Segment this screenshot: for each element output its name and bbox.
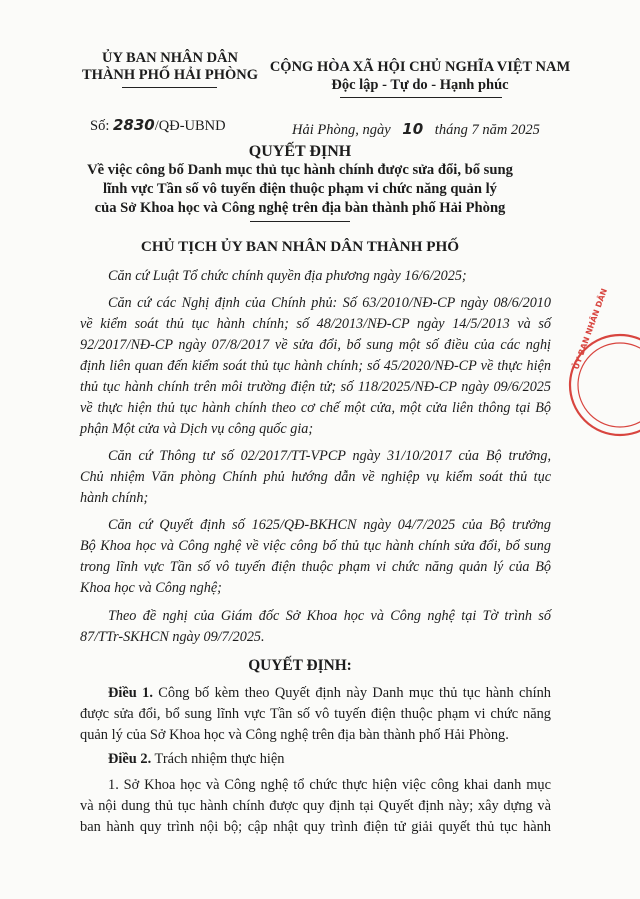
preamble-line: Khoa học và Công nghệ; — [80, 580, 222, 596]
subject-underline — [250, 221, 350, 222]
national-motto: Độc lập - Tự do - Hạnh phúc — [331, 77, 509, 93]
preamble-line: 92/2017/NĐ-CP ngày 07/8/2017 về sửa đổi, bổ sung một số điều của các nghị — [80, 337, 551, 353]
official-seal-stamp — [560, 287, 640, 440]
article-2-item-line: và nội dung thủ tục hành chính được quy định tại Quyết định này; xây dựng và — [80, 798, 551, 814]
preamble-line: Căn cứ Luật Tổ chức chính quyền địa phương ngày 16/6/2025; — [108, 268, 467, 284]
article-1-line: được sửa đổi, bổ sung lĩnh vực Tần số vô tuyến điện thuộc phạm vi chức năng — [80, 706, 551, 722]
issuer-name-line2: THÀNH PHỐ HẢI PHÒNG — [81, 67, 259, 83]
document-type-title: QUYẾT ĐỊNH — [248, 143, 352, 160]
subject-line-3: của Sở Khoa học và Công nghệ trên địa bàn thành phố Hải Phòng — [94, 200, 506, 216]
preamble-line: về kiểm soát thủ tục hành chính; số 48/2013/NĐ-CP ngày 14/5/2013 và số — [80, 316, 551, 332]
preamble-line: Căn cứ Quyết định số 1625/QĐ-BKHCN ngày 04/7/2025 của Bộ trưởng — [108, 517, 551, 533]
preamble-line: về thực hiện thủ tục hành chính theo cơ chế một cửa, một cửa liên thông tại Bộ — [80, 400, 551, 416]
document-number: Số: 2830/QĐ-UBND — [90, 116, 226, 134]
issuer-name-line1: ỦY BAN NHÂN DÂN — [101, 50, 238, 66]
decision-heading: QUYẾT ĐỊNH: — [248, 657, 352, 674]
preamble-line: định liên quan đến kiểm soát thủ tục hành chính; số 45/2020/NĐ-CP về thực hiện — [80, 358, 551, 374]
seal-inner-ring — [578, 343, 640, 427]
motto-underline — [340, 97, 502, 98]
article-1-line: quản lý của Sở Khoa học và Công nghệ trên địa bàn thành phố Hải Phòng. — [80, 727, 509, 743]
article-2-item-line: 1. Sở Khoa học và Công nghệ tổ chức thực hiện việc công khai danh mục — [108, 777, 551, 793]
subject-line-2: lĩnh vực Tần số vô tuyến điện thuộc phạm vi chức năng quản lý — [103, 181, 497, 197]
article-1-line: Điều 1. Công bố kèm theo Quyết định này Danh mục thủ tục hành chính — [108, 685, 551, 701]
subject-line-1: Về việc công bố Danh mục thủ tục hành chính được sửa đổi, bổ sung — [87, 162, 513, 178]
article-2-line: Điều 2. Trách nhiệm thực hiện — [108, 751, 285, 767]
preamble-line: thủ tục hành chính trên môi trường điện tử; số 118/2025/NĐ-CP ngày 09/6/2025 — [80, 379, 551, 395]
article-2-item-line: ban hành quy trình nội bộ; cập nhật quy trình điện tử giải quyết thủ tục hành — [80, 819, 551, 835]
preamble-line: 87/TTr-SKHCN ngày 09/7/2025. — [80, 629, 265, 645]
authority-heading: CHỦ TỊCH ỦY BAN NHÂN DÂN THÀNH PHỐ — [140, 238, 460, 255]
document-date: Hải Phòng, ngày 10 tháng 7 năm 2025 — [292, 120, 540, 138]
preamble-line: phận Một cửa và Dịch vụ công quốc gia; — [80, 421, 314, 437]
preamble-line: trong lĩnh vực Tần số vô tuyến điện thuộc phạm vi chức năng quản lý của Bộ — [80, 559, 551, 575]
preamble-line: Chủ nhiệm Văn phòng Chính phủ hướng dẫn về nghiệp vụ kiểm soát thủ tục — [80, 469, 551, 485]
handwritten-number: 2830 — [112, 116, 155, 134]
article-2-label: Điều 2. — [108, 751, 152, 767]
preamble — [80, 266, 551, 666]
articles — [80, 683, 551, 883]
preamble-line: Theo đề nghị của Giám đốc Sở Khoa học và Công nghệ tại Tờ trình số — [108, 608, 551, 624]
preamble-line: Bộ Khoa học và Công nghệ về việc công bố thủ tục hành chính sửa đổi, bổ sung — [80, 538, 551, 554]
seal-text: ỦY BAN NHÂN DÂN — [571, 287, 610, 371]
issuer-underline — [122, 87, 217, 88]
national-title: CỘNG HÒA XÃ HỘI CHỦ NGHĨA VIỆT NAM — [269, 59, 571, 75]
preamble-line: Căn cứ các Nghị định của Chính phủ: Số 63/2010/NĐ-CP ngày 08/6/2010 — [108, 295, 551, 311]
handwritten-day: 10 — [402, 120, 424, 138]
preamble-line: hành chính; — [80, 490, 149, 506]
preamble-line: Căn cứ Thông tư số 02/2017/TT-VPCP ngày 31/10/2017 của Bộ trưởng, — [108, 448, 551, 464]
article-1-label: Điều 1. — [108, 685, 153, 701]
